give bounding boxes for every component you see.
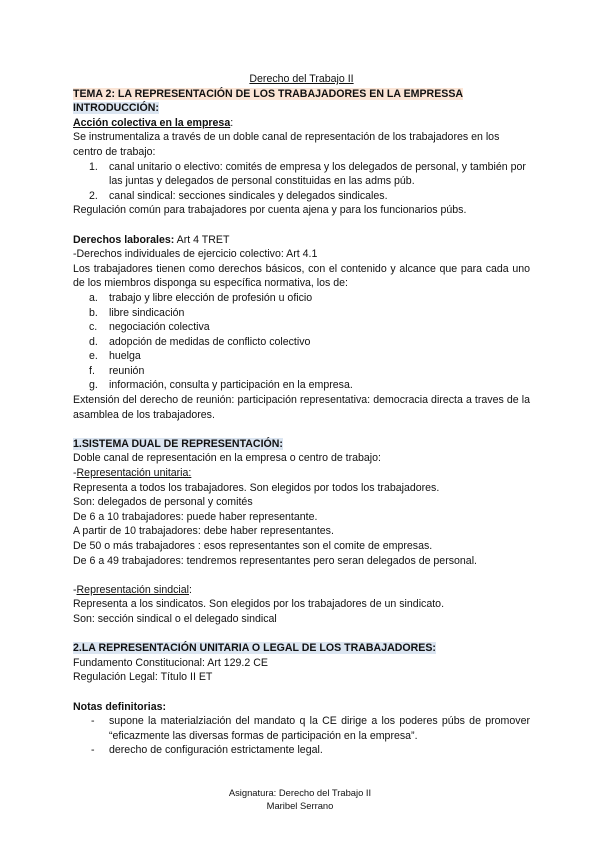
list-marker: e. <box>89 350 98 363</box>
sistema-dual-heading-text: 1.SISTEMA DUAL DE REPRESENTACIÓN: <box>73 437 283 450</box>
list-item-text: canal unitario o electivo: comités de empresa y los delegados de personal, y también por las juntas y delegados de personal constituidas en las adms púb. <box>109 160 526 188</box>
sindical-line-2: Son: sección sindical o el delegado sindical <box>73 612 277 625</box>
list-marker: f. <box>89 364 95 377</box>
list-marker: d. <box>89 335 98 348</box>
list-item-text: información, consulta y participación en la empresa. <box>109 379 353 392</box>
accion-label: Acción colectiva en la empresa <box>73 116 231 129</box>
accion-colon: : <box>230 116 234 129</box>
sindical-colon: : <box>189 583 192 596</box>
list-item <box>73 714 530 743</box>
list-item-text: libre sindicación <box>109 306 185 319</box>
unitaria-line <box>73 466 530 481</box>
sindical-label: Representación sindcial <box>76 583 190 596</box>
list-item-text: huelga <box>109 350 141 363</box>
unitaria-line-5: De 50 o más trabajadores : esos representantes son el comite de empresas. <box>73 540 433 552</box>
list-marker: c. <box>89 321 98 334</box>
intro-heading <box>73 101 530 116</box>
list-item <box>73 743 530 758</box>
unitaria-dash: - <box>73 467 77 480</box>
tema-title <box>73 87 530 102</box>
regulacion-comun: Regulación común para trabajadores por cuenta ajena y para los funcionarios púbs. <box>73 204 467 217</box>
list-item <box>73 335 530 350</box>
fundamento-constitucional: Fundamento Constitucional: Art 129.2 CE <box>73 656 268 669</box>
document-header: Derecho del Trabajo II <box>249 73 354 85</box>
derechos-ref: Art 4 TRET <box>174 233 230 246</box>
list-item <box>73 349 530 364</box>
list-item-text: negociación colectiva <box>109 321 210 334</box>
list-item <box>73 160 530 189</box>
sistema-dual-intro: Doble canal de representación en la empresa o centro de trabajo: <box>73 452 381 465</box>
list-item-text: supone la materialziación del mandato q la CE dirige a los poderes púbs de promover “eficazmente las diversas formas de participación en la empresa”. <box>109 715 530 742</box>
list-item-text: derecho de configuración estrictamente legal. <box>109 744 323 757</box>
accion-line <box>73 116 530 131</box>
page-footer <box>0 787 600 812</box>
sindical-line <box>73 583 530 598</box>
list-item <box>73 364 530 379</box>
list-marker: 2. <box>89 189 98 202</box>
document-page <box>73 72 530 758</box>
list-item <box>73 291 530 306</box>
sindical-dash: - <box>73 583 77 596</box>
regulacion-legal: Regulación Legal: Título II ET <box>73 671 213 684</box>
list-marker: - <box>91 744 95 757</box>
derechos-list <box>73 291 530 393</box>
tema-title-text: TEMA 2: LA REPRESENTACIÓN DE LOS TRABAJADORES EN LA EMPRESSA <box>73 87 464 100</box>
derechos-individuales: -Derechos individuales de ejercicio colectivo: Art 4.1 <box>73 248 318 261</box>
list-item-text: reunión <box>109 364 145 377</box>
list-marker: 1. <box>89 160 98 173</box>
list-item-text: trabajo y libre elección de profesión u oficio <box>109 291 313 304</box>
representacion-unitaria-heading-text: 2.LA REPRESENTACIÓN UNITARIA O LEGAL DE LOS TRABAJADORES: <box>73 642 436 655</box>
footer-asignatura: Asignatura: Derecho del Trabajo II <box>228 787 372 798</box>
list-item-text: adopción de medidas de conflicto colectivo <box>109 335 311 348</box>
list-item-text: canal sindical: secciones sindicales y delegados sindicales. <box>109 189 388 202</box>
extension-reunion: Extensión del derecho de reunión: participación representativa: democracia directa a traves de la asamblea de los trabajadores. <box>73 394 530 421</box>
list-marker: g. <box>89 379 98 392</box>
footer-author: Maribel Serrano <box>266 799 334 811</box>
list-marker: b. <box>89 306 98 319</box>
list-marker: - <box>91 715 95 728</box>
unitaria-line-6: De 6 a 49 trabajadores: tendremos representantes pero seran delegados de personal. <box>73 554 478 567</box>
list-marker: a. <box>89 291 98 304</box>
accion-text: Se instrumentaliza a través de un doble canal de representación de los trabajadores en los centro de trabajo: <box>73 131 500 158</box>
list-item <box>73 306 530 321</box>
derechos-label: Derechos laborales: <box>73 233 175 246</box>
unitaria-line-2: Son: delegados de personal y comités <box>73 496 253 509</box>
unitaria-line-1: Representa a todos los trabajadores. Son elegidos por todos los trabajadores. <box>73 481 440 494</box>
channels-list <box>73 160 530 204</box>
list-item <box>73 320 530 335</box>
list-item <box>73 378 530 393</box>
sistema-dual-heading <box>73 437 530 452</box>
unitaria-line-3: De 6 a 10 trabajadores: puede haber representante. <box>73 510 318 523</box>
list-item <box>73 189 530 204</box>
notas-list <box>73 714 530 758</box>
sindical-line-1: Representa a los sindicatos. Son elegidos por los trabajadores de un sindicato. <box>73 598 445 611</box>
representacion-unitaria-heading <box>73 641 530 656</box>
derechos-line <box>73 233 530 248</box>
unitaria-line-4: A partir de 10 trabajadores: debe haber representantes. <box>73 525 334 538</box>
notas-heading: Notas definitorias: <box>73 700 167 713</box>
intro-heading-text: INTRODUCCIÓN: <box>73 102 159 115</box>
unitaria-label: Representación unitaria: <box>76 467 192 480</box>
derechos-intro: Los trabajadores tienen como derechos básicos, con el contenido y alcance que para cada uno de los miembros disponga su específica normativa, los de: <box>73 262 530 290</box>
